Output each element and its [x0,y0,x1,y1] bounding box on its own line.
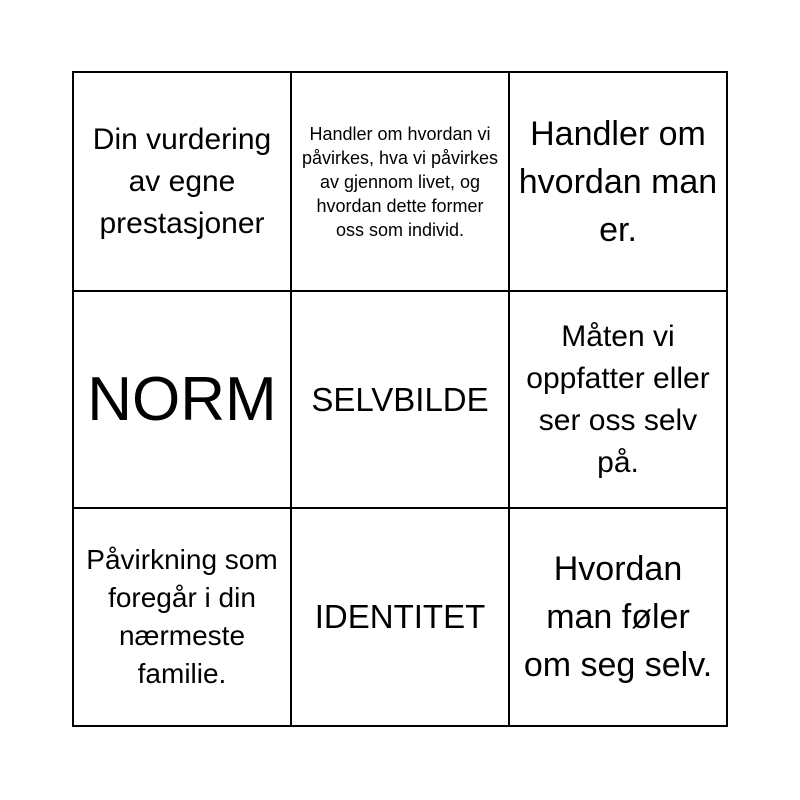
cell-text: Påvirkning som foregår i din nærmeste familie. [86,544,278,689]
cell-text: Handler om hvordan man er. [518,114,718,249]
cell-text: Handler om hvordan vi påvirkes, hva vi påvirkes av gjennom livet, og hvordan dette former oss som individ. [301,123,499,240]
bingo-cell[interactable] [292,292,510,509]
bingo-cell[interactable] [292,509,510,725]
bingo-cell[interactable] [510,509,726,725]
cell-text: Måten vi oppfatter eller ser oss selv på. [526,319,710,479]
bingo-cell[interactable] [74,73,292,292]
cell-text: SELVBILDE [311,380,489,418]
cell-text: IDENTITET [314,598,486,635]
cell-text: NORM [87,364,277,434]
bingo-board [72,71,728,727]
cell-text: Din vurdering av egne prestasjoner [92,122,272,240]
bingo-cell[interactable] [74,292,292,509]
bingo-cell[interactable] [510,73,726,292]
bingo-cell[interactable] [510,292,726,509]
bingo-cell[interactable] [292,73,510,292]
bingo-cell[interactable] [74,509,292,725]
cell-text: Hvordan man føler om seg selv. [523,550,713,684]
